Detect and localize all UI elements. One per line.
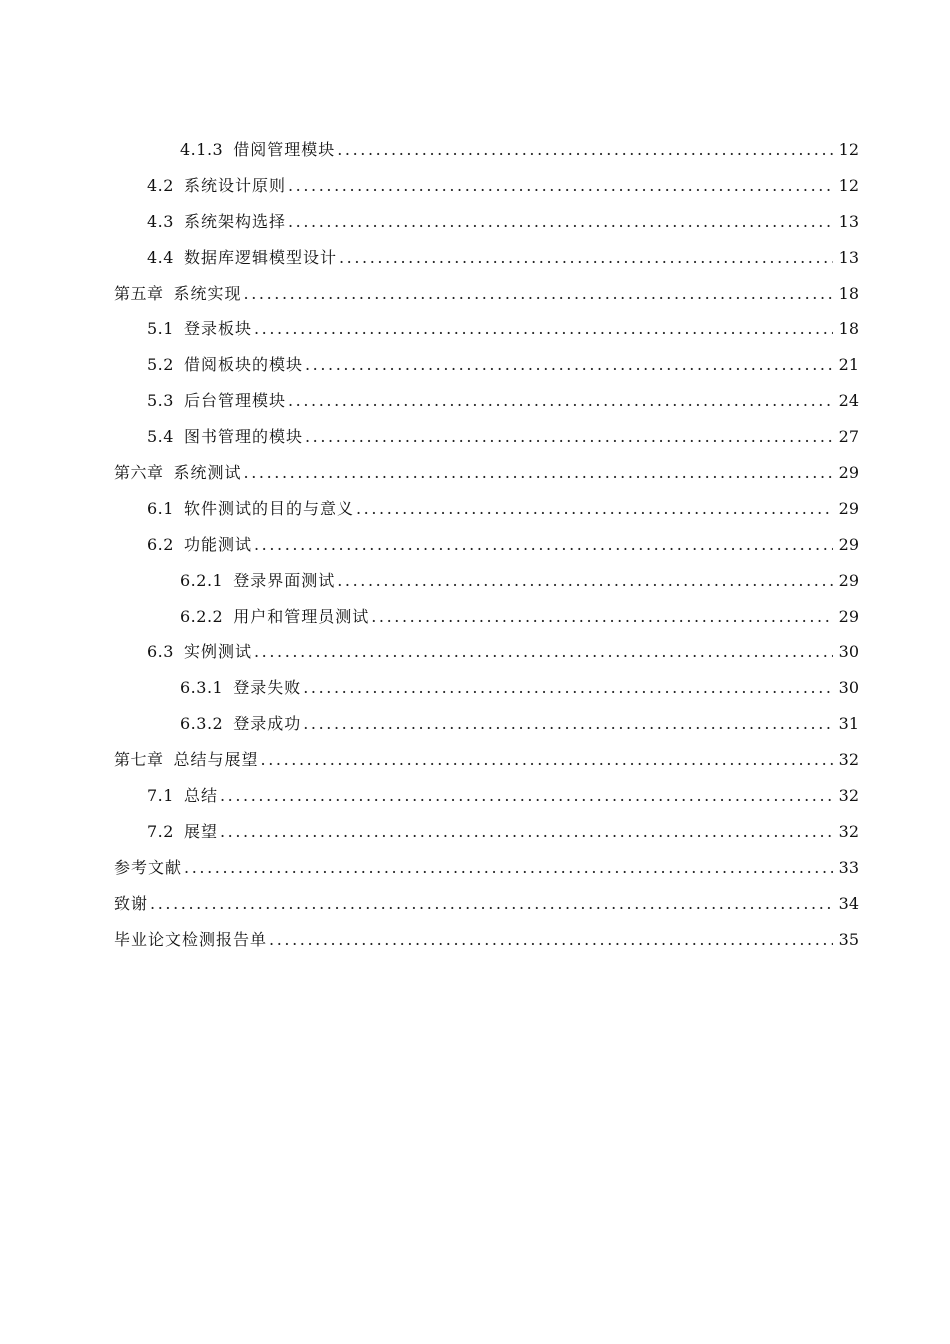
toc-dot-leader [254,319,833,339]
toc-entry[interactable] [0,204,950,240]
toc-entry-page-number: 27 [838,427,859,447]
toc-entry-number: 5.4 [147,427,174,447]
toc-entry[interactable] [0,347,950,383]
toc-entry[interactable] [0,240,950,276]
toc-entry[interactable] [0,132,950,168]
toc-entry-page-number: 29 [838,462,859,482]
toc-entry-page-number: 24 [838,391,859,411]
toc-entry-number: 7.1 [147,785,174,805]
toc-entry[interactable] [0,814,950,850]
toc-entry-number: 6.3.1 [180,678,224,698]
toc-entry[interactable] [0,742,950,778]
toc-dot-leader [337,140,833,160]
toc-dot-leader [254,535,833,555]
toc-entry-title: 借阅板块的模块 [183,355,303,375]
toc-entry-page-number: 12 [838,139,859,159]
toc-entry-title: 登录界面测试 [233,570,336,590]
toc-entry-page-number: 32 [838,821,859,841]
toc-entry-page-number: 30 [838,642,859,662]
toc-dot-leader [254,642,833,662]
toc-dot-leader [356,499,833,519]
toc-entry-title: 实例测试 [183,642,252,662]
toc-entry-number: 第五章 [114,283,164,303]
toc-dot-leader [220,822,833,842]
toc-entry[interactable] [0,383,950,419]
toc-entry-title: 展望 [183,821,218,841]
toc-dot-leader [220,786,833,806]
toc-entry-number: 5.3 [147,391,174,411]
toc-entry-page-number: 32 [838,785,859,805]
toc-entry-number: 6.2.1 [180,570,224,590]
toc-dot-leader [303,678,833,698]
toc-entry-title: 用户和管理员测试 [233,606,370,626]
toc-dot-leader [303,714,833,734]
toc-entry[interactable] [0,527,950,563]
toc-entry-page-number: 18 [838,283,859,303]
toc-entry[interactable] [0,563,950,599]
toc-entry-page-number: 13 [838,211,859,231]
toc-entry-title: 系统实现 [173,283,242,303]
toc-entry-number: 6.1 [147,498,174,518]
toc-dot-leader [305,355,833,375]
toc-entry-number: 5.1 [147,319,174,339]
toc-entry-title: 毕业论文检测报告单 [114,929,268,949]
toc-dot-leader [244,463,833,483]
toc-entry-number: 4.1.3 [180,139,224,159]
toc-entry[interactable] [0,778,950,814]
toc-dot-leader [371,607,833,627]
toc-entry-number: 5.2 [147,355,174,375]
toc-entry-page-number: 29 [838,570,859,590]
toc-entry-title: 登录成功 [233,714,302,734]
toc-dot-leader [150,894,833,914]
toc-entry[interactable] [0,419,950,455]
toc-entry-title: 系统测试 [173,462,242,482]
toc-dot-leader [269,930,833,950]
toc-entry-title: 后台管理模块 [183,391,286,411]
toc-entry-number: 第七章 [114,750,164,770]
toc-dot-leader [288,176,833,196]
toc-entry-title: 软件测试的目的与意义 [183,498,354,518]
toc-entry-title: 总结与展望 [173,750,259,770]
toc-entry[interactable] [0,670,950,706]
toc-entry-title: 登录失败 [233,678,302,698]
toc-entry-number: 4.4 [147,247,174,267]
toc-entry-title: 借阅管理模块 [233,139,336,159]
toc-entry[interactable] [0,634,950,670]
toc-entry-page-number: 13 [838,247,859,267]
toc-entry-title: 数据库逻辑模型设计 [183,247,337,267]
toc-entry[interactable] [0,850,950,886]
toc-entry[interactable] [0,706,950,742]
toc-entry-title: 图书管理的模块 [183,427,303,447]
toc-entry-page-number: 18 [838,319,859,339]
toc-entry-page-number: 33 [838,857,859,877]
toc-entry-title: 参考文献 [114,857,183,877]
toc-entry-page-number: 21 [838,355,859,375]
toc-entry[interactable] [0,455,950,491]
toc-entry-page-number: 34 [838,893,859,913]
toc-entry-page-number: 29 [838,606,859,626]
toc-entry-page-number: 31 [838,714,859,734]
toc-entry[interactable] [0,491,950,527]
toc-entry-page-number: 32 [838,750,859,770]
toc-entry-number: 6.3.2 [180,714,224,734]
toc-entry-title: 系统架构选择 [183,211,286,231]
toc-dot-leader [184,858,833,878]
toc-entry-page-number: 35 [838,929,859,949]
toc-entry[interactable] [0,922,950,958]
table-of-contents [0,132,950,957]
toc-dot-leader [305,427,833,447]
toc-entry-number: 4.3 [147,211,174,231]
toc-entry-number: 6.2 [147,534,174,554]
toc-entry-number: 7.2 [147,821,174,841]
toc-entry-page-number: 30 [838,678,859,698]
toc-entry-page-number: 12 [838,175,859,195]
toc-dot-leader [288,391,833,411]
toc-entry[interactable] [0,599,950,635]
toc-entry-title: 功能测试 [183,534,252,554]
toc-entry[interactable] [0,276,950,312]
toc-entry[interactable] [0,168,950,204]
toc-entry-title: 总结 [183,785,218,805]
toc-entry-title: 系统设计原则 [183,175,286,195]
toc-dot-leader [261,750,833,770]
toc-entry-number: 6.2.2 [180,606,224,626]
toc-dot-leader [339,248,833,268]
toc-entry-page-number: 29 [838,498,859,518]
toc-entry-number: 4.2 [147,175,174,195]
toc-entry-title: 致谢 [114,893,149,913]
toc-dot-leader [244,284,833,304]
toc-dot-leader [337,571,833,591]
toc-entry-page-number: 29 [838,534,859,554]
toc-entry[interactable] [0,311,950,347]
toc-entry-title: 登录板块 [183,319,252,339]
toc-entry[interactable] [0,886,950,922]
toc-entry-number: 6.3 [147,642,174,662]
toc-entry-number: 第六章 [114,462,164,482]
toc-dot-leader [288,212,833,232]
